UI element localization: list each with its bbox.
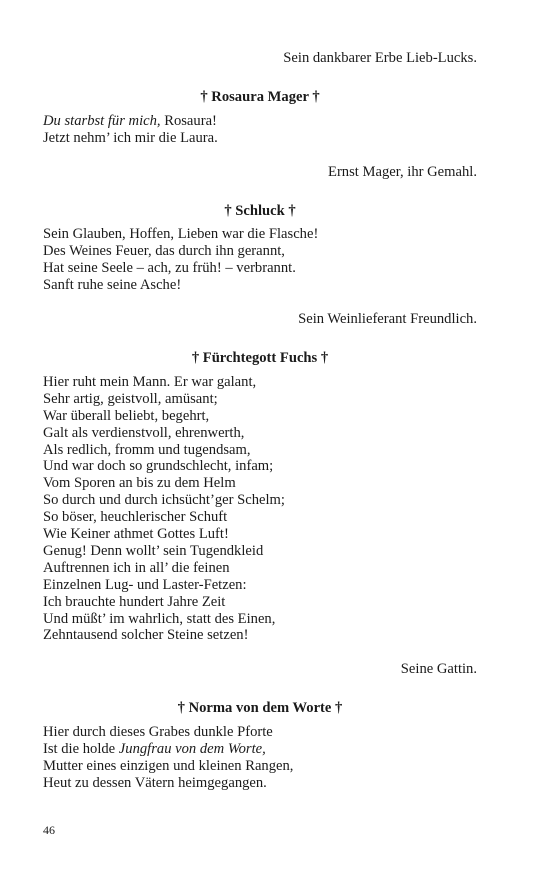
verse-line: Ist die holde Jungfrau von dem Worte,	[43, 741, 266, 758]
verse-line: So durch und durch ichsücht’ger Schelm;	[43, 492, 285, 509]
epitaph-verse	[43, 724, 477, 792]
verse-line: Des Weines Feuer, das durch ihn gerannt,	[43, 243, 285, 260]
epitaph-heading: † Schluck †	[224, 202, 296, 219]
verse-line: Als redlich, fromm und tugendsam,	[43, 441, 251, 458]
verse-line: Ich brauchte hundert Jahre Zeit	[43, 593, 226, 610]
verse-line: War überall beliebt, begehrt,	[43, 407, 210, 424]
verse-line: Auftrennen ich in all’ die feinen	[43, 559, 230, 576]
verse-line: Mutter eines einzigen und kleinen Rangen,	[43, 758, 294, 774]
signature: Ernst Mager, ihr Gemahl.	[328, 163, 477, 180]
signature: Sein Weinlieferant Freundlich.	[298, 311, 477, 328]
verse-line: Einzelnen Lug- und Laster-Fetzen:	[43, 576, 247, 593]
verse-line: Sehr artig, geistvoll, amüsant;	[43, 390, 218, 407]
verse-line: Hat seine Seele – ach, zu früh! – verbrannt.	[43, 260, 296, 277]
page-number: 46	[43, 823, 55, 837]
verse-line: Genug! Denn wollt’ sein Tugendkleid	[43, 542, 264, 559]
verse-line: Hier ruht mein Mann. Er war galant,	[43, 373, 257, 390]
verse-line: Wie Keiner athmet Gottes Luft!	[43, 526, 229, 543]
epitaph-verse	[43, 374, 477, 645]
epitaph-heading: † Rosaura Mager †	[200, 88, 320, 105]
verse-line: Du starbst für mich, Rosaura!	[43, 112, 217, 129]
verse-line: Und war doch so grundschlecht, infam;	[43, 458, 274, 475]
verse-line: Sanft ruhe seine Asche!	[43, 277, 182, 294]
verse-line: Und müßt’ im wahrlich, statt des Einen,	[43, 610, 276, 627]
epitaph-verse	[43, 226, 477, 294]
verse-line: Vom Sporen an bis zu dem Helm	[43, 475, 236, 492]
signature: Seine Gattin.	[400, 661, 477, 678]
verse-line: Zehntausend solcher Steine setzen!	[43, 627, 249, 644]
page-body	[43, 50, 477, 792]
epitaph-heading: † Norma von dem Worte †	[177, 700, 343, 717]
epitaph-heading: † Fürchtegott Fuchs †	[191, 349, 329, 366]
verse-line: Heut zu dessen Vätern heimgegangen.	[43, 774, 267, 791]
verse-line: Jetzt nehm’ ich mir die Laura.	[43, 129, 218, 146]
verse-line: Hier durch dieses Grabes dunkle Pforte	[43, 724, 273, 741]
verse-line: So böser, heuchlerischer Schuft	[43, 509, 228, 526]
verse-line: Sein Glauben, Hoffen, Lieben war die Flasche!	[43, 226, 319, 243]
verse-line: Galt als verdienstvoll, ehrenwerth,	[43, 424, 245, 441]
signature: Sein dankbarer Erbe Lieb-Lucks.	[283, 50, 477, 66]
epitaph-verse	[43, 113, 477, 147]
